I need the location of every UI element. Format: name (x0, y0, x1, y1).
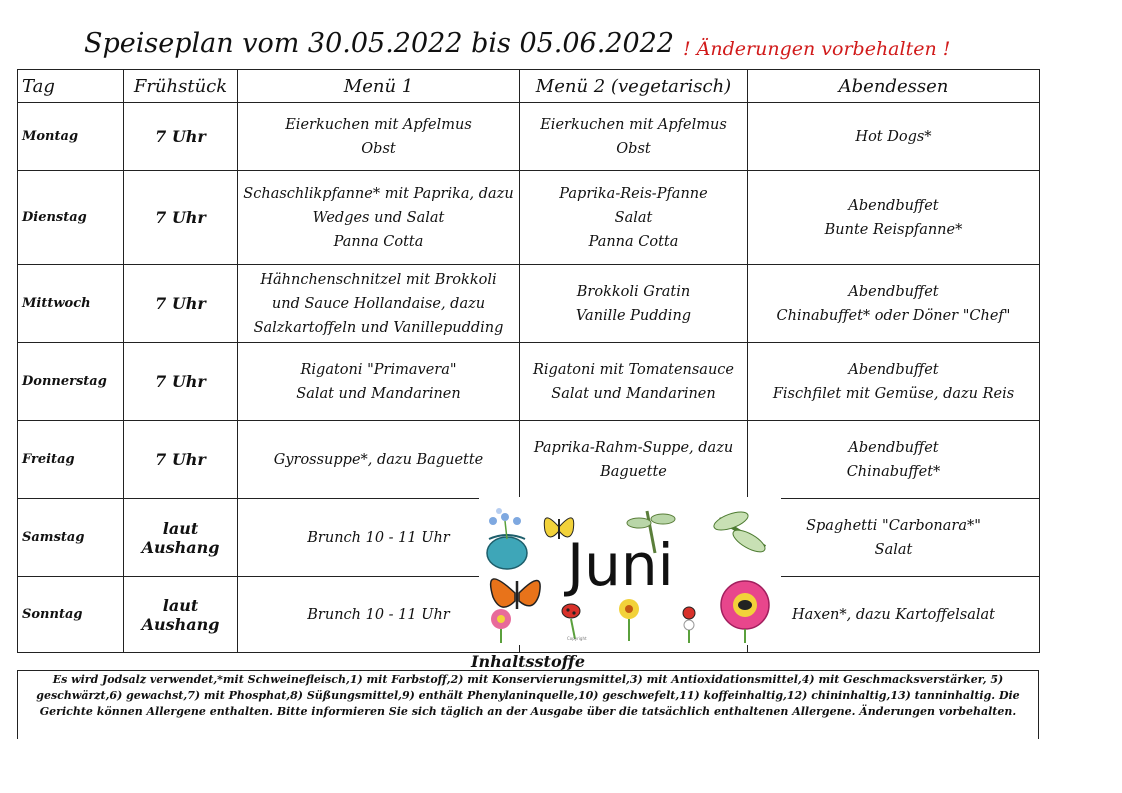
col-header-menu1: Menü 1 (238, 70, 520, 103)
dinner-cell-line: Abendbuffet (848, 439, 939, 456)
menu2-cell-line: Salat und Mandarinen (551, 385, 716, 402)
menu2-cell (520, 103, 748, 171)
dinner-cell (748, 421, 1040, 499)
flower-icon (491, 609, 511, 643)
breakfast-cell-line: laut (162, 595, 199, 615)
breakfast-cell-line: 7 Uhr (155, 294, 206, 313)
juni-clipart (479, 497, 781, 645)
menu2-cell-line: Baguette (600, 463, 667, 480)
menu2-cell-line: Eierkuchen mit Apfelmus (540, 116, 727, 133)
breakfast-cell-line: 7 Uhr (155, 450, 206, 469)
breakfast-cell (124, 103, 238, 171)
menu1-cell (238, 421, 520, 499)
menu1-cell-line: Brunch 10 - 11 Uhr (307, 606, 450, 623)
menu1-cell (238, 171, 520, 265)
menu2-cell-line: Salat (614, 209, 653, 226)
header-row (18, 70, 1040, 103)
breakfast-cell (124, 499, 238, 577)
menu1-cell-line: Wedges und Salat (312, 209, 445, 226)
menu1-cell-line: Rigatoni "Primavera" (300, 361, 457, 378)
menu1-cell-line: Schaschlikpfanne* mit Paprika, dazu (243, 185, 514, 202)
menu2-cell-line: Paprika-Rahm-Suppe, dazu (533, 439, 734, 456)
day-cell: Samstag (18, 499, 124, 577)
menu1-cell-line: Salat und Mandarinen (296, 385, 461, 402)
dragonfly-large-icon (712, 508, 768, 556)
day-cell: Montag (18, 103, 124, 171)
dinner-cell (748, 171, 1040, 265)
dinner-cell-line: Fischfilet mit Gemüse, dazu Reis (772, 385, 1015, 402)
table-row (18, 265, 1040, 343)
daisy-icon (619, 599, 639, 641)
menu1-cell (238, 103, 520, 171)
col-header-breakfast: Frühstück (124, 70, 238, 103)
dinner-cell-line: Chinabuffet* (846, 463, 941, 480)
table-row (18, 171, 1040, 265)
page-title: Speiseplan vom 30.05.2022 bis 05.06.2022 (84, 28, 675, 59)
day-cell: Freitag (18, 421, 124, 499)
menu2-cell-line: Vanille Pudding (575, 307, 692, 324)
dinner-cell-line: Spaghetti "Carbonara*" (806, 517, 981, 534)
day-cell: Sonntag (18, 577, 124, 653)
table-row (18, 421, 1040, 499)
menu2-cell (520, 265, 748, 343)
menu2-cell-line: Panna Cotta (588, 233, 679, 250)
juni-clipart-svg (479, 497, 781, 645)
menu1-cell-line: Hähnchenschnitzel mit Brokkoli (260, 271, 497, 288)
breakfast-cell-line: 7 Uhr (155, 127, 206, 146)
menu1-cell-line: und Sauce Hollandaise, dazu (271, 295, 486, 312)
table-row (18, 343, 1040, 421)
menu2-cell (520, 343, 748, 421)
menu1-cell-line: Panna Cotta (333, 233, 424, 250)
changes-notice: ! Änderungen vorbehalten ! (683, 38, 951, 60)
svg-text:Copyright: Copyright (567, 636, 587, 641)
menu1-cell-line: Obst (361, 140, 396, 157)
dinner-cell-line: Chinabuffet* oder Döner "Chef" (776, 307, 1011, 324)
allergens-heading: Inhaltsstoffe (470, 652, 586, 671)
monarch-butterfly-icon (491, 579, 541, 609)
col-header-day: Tag (18, 70, 124, 103)
allergens-text: Es wird Jodsalz verwendet,*mit Schweinefleisch,1) mit Farbstoff,2) mit Konservierungsmittel,3) mit Antioxidationsmittel,4) mit Geschmacksverstärker, 5) geschwärzt,6) gewachst,7) mit Phosphat,8) Süßungsmittel,9) enthält Phenylaninquelle,10) geschwefelt,11) koffeinhaltig,12) chininhaltig,13) tanninhaltig. Die Gerichte können Allergene enthalten. Bitte informieren Sie sich täglich an der Ausgabe über die tatsächlich enthaltenen Allergene. Änderungen vorbehalten. (36, 673, 1020, 718)
breakfast-cell (124, 577, 238, 653)
dinner-cell-line: Hot Dogs* (855, 128, 932, 145)
dinner-cell (748, 265, 1040, 343)
menu2-cell-line: Rigatoni mit Tomatensauce (533, 361, 734, 378)
dinner-cell (748, 103, 1040, 171)
dinner-cell (748, 499, 1040, 577)
menu2-cell-line: Paprika-Reis-Pfanne (559, 185, 708, 202)
juni-label: Juni (567, 531, 674, 599)
dinner-cell-line: Abendbuffet (848, 197, 939, 214)
dinner-cell-line: Bunte Reispfanne* (824, 221, 963, 238)
menu1-cell-line: Gyrossuppe*, dazu Baguette (273, 451, 484, 468)
col-header-menu2: Menü 2 (vegetarisch) (520, 70, 748, 103)
menu1-cell (238, 499, 520, 577)
breakfast-cell (124, 343, 238, 421)
breakfast-cell (124, 421, 238, 499)
dinner-cell-line: Salat (874, 541, 913, 558)
menu1-cell (238, 343, 520, 421)
menu1-cell-line: Eierkuchen mit Apfelmus (285, 116, 472, 133)
breakfast-cell-line: Aushang (141, 614, 220, 634)
menu2-cell-line: Brokkoli Gratin (576, 283, 691, 300)
dinner-cell-line: Haxen*, dazu Kartoffelsalat (791, 606, 996, 623)
col-header-dinner: Abendessen (748, 70, 1040, 103)
dinner-cell-line: Abendbuffet (848, 361, 939, 378)
dinner-cell (748, 577, 1040, 653)
snail-pot-icon (487, 508, 527, 569)
dinner-cell-line: Abendbuffet (848, 283, 939, 300)
small-ladybug-icon (683, 607, 695, 643)
dinner-cell (748, 343, 1040, 421)
menu1-cell (238, 265, 520, 343)
ladybug-icon (562, 604, 580, 639)
breakfast-cell-line: laut (162, 518, 199, 538)
breakfast-cell-line: 7 Uhr (155, 372, 206, 391)
day-cell: Mittwoch (18, 265, 124, 343)
breakfast-cell-line: 7 Uhr (155, 208, 206, 227)
breakfast-cell-line: Aushang (141, 537, 220, 557)
day-cell: Donnerstag (18, 343, 124, 421)
table-row (18, 103, 1040, 171)
bee-flower-icon (721, 581, 769, 643)
menu1-cell (238, 577, 520, 653)
menu1-cell-line: Salzkartoffeln und Vanillepudding (253, 319, 504, 336)
menu2-cell-line: Obst (616, 140, 651, 157)
breakfast-cell (124, 171, 238, 265)
day-cell: Dienstag (18, 171, 124, 265)
menu2-cell (520, 421, 748, 499)
breakfast-cell (124, 265, 238, 343)
menu1-cell-line: Brunch 10 - 11 Uhr (307, 529, 450, 546)
menu2-cell (520, 171, 748, 265)
